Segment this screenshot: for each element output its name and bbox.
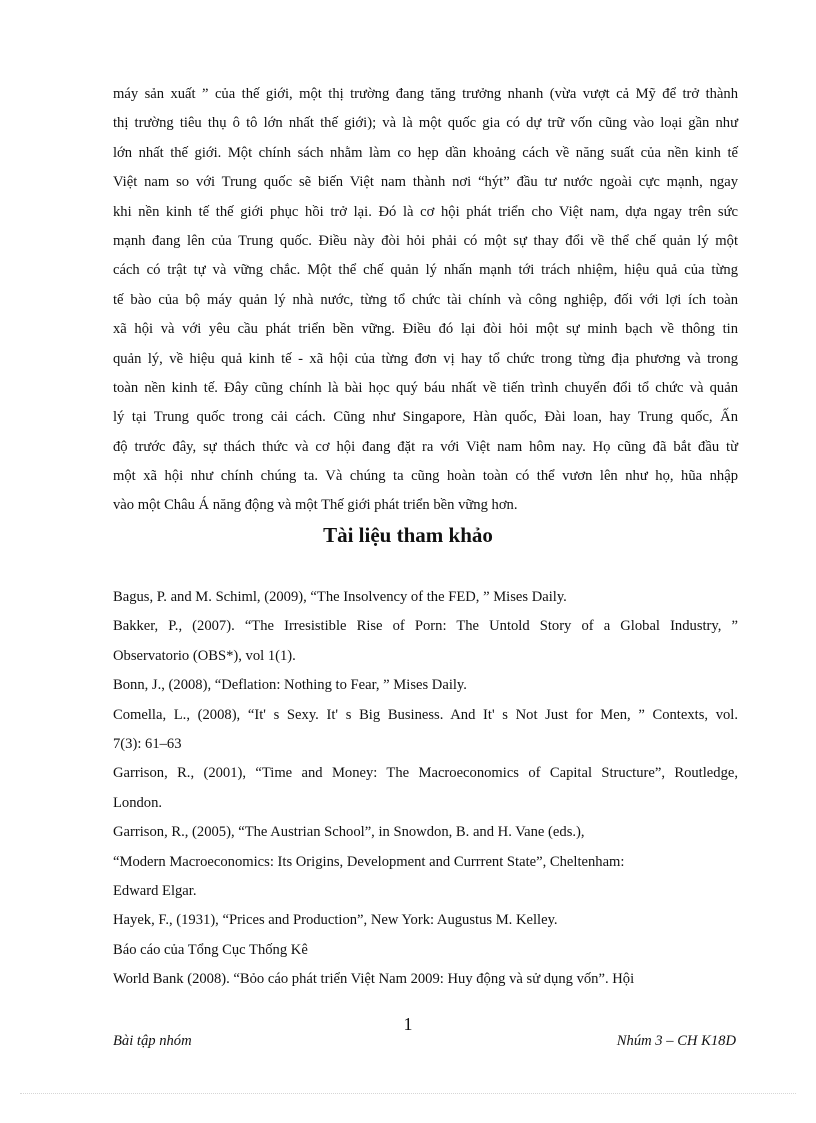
- reference-line: Comella, L., (2008), “It' s Sexy. It' s Big Business. And It' s Not Just for Men, ” Contexts, vol.: [113, 706, 738, 723]
- reference-line: 7(3): 61–63: [113, 735, 182, 752]
- reference-line: Garrison, R., (2005), “The Austrian School”, in Snowdon, B. and H. Vane (eds.),: [113, 824, 585, 841]
- body-line: toàn nền kinh tế. Đây cũng chính là bài học quý báu nhất về tiến trình chuyển đổi tổ chức và quản: [113, 379, 738, 396]
- body-line: vào một Châu Á năng động và một Thế giới phát triển bền vững hơn.: [113, 497, 518, 514]
- reference-line: Bagus, P. and M. Schiml, (2009), “The Insolvency of the FED, ” Mises Daily.: [113, 589, 567, 605]
- references-heading: Tài liệu tham khảo: [323, 523, 493, 547]
- reference-line: Bonn, J., (2008), “Deflation: Nothing to Fear, ” Mises Daily.: [113, 677, 467, 694]
- reference-line: “Modern Macroeconomics: Its Origins, Development and Currrent State”, Cheltenham:: [113, 853, 625, 870]
- body-line: Việt nam so với Trung quốc sẽ biến Việt nam thành nơi “hýt” đầu tư nước ngoài cực mạnh, ngay: [113, 174, 738, 191]
- body-line: khi nền kinh tế thế giới phục hồi trở lại. Đó là cơ hội phát triển cho Việt nam, dựa ngay trên sức: [113, 203, 738, 220]
- body-line: mạnh đang lên của Trung quốc. Điều này đòi hỏi phải có một sự thay đổi về thể chế quản lý một: [113, 232, 738, 249]
- body-line: quản lý, về hiệu quả kinh tế - xã hội của từng đơn vị hay tổ chức trong từng địa phương và trong: [113, 350, 738, 367]
- body-line: cách có trật tự và vững chắc. Một thể chế quản lý nhấn mạnh tới trách nhiệm, hiệu quả của từng: [113, 262, 738, 279]
- body-line: máy sản xuất ” của thế giới, một thị trường đang tăng trưởng nhanh (vừa vượt cả Mỹ để trở thành: [113, 86, 738, 102]
- body-paragraph: [113, 80, 738, 521]
- footer-right-text: Nhúm 3 – CH K18D: [616, 1033, 736, 1049]
- footer-left-text: Bài tập nhóm: [113, 1033, 192, 1049]
- reference-line: Observatorio (OBS*), vol 1(1).: [113, 647, 296, 664]
- page-bottom-divider: [20, 1093, 796, 1094]
- body-line: độ trước đây, sự thách thức và cơ hội đang đặt ra với Việt nam hôm nay. Họ cũng đã bắt đầu từ: [113, 438, 738, 455]
- body-line: lý tại Trung quốc trong cải cách. Cũng như Singapore, Hàn quốc, Đài loan, hay Trung quốc, Ấn: [113, 409, 738, 426]
- page-number: 1: [403, 1014, 413, 1034]
- body-line: một xã hội như chính chúng ta. Và chúng ta cũng hoàn toàn có thể vươn lên như họ, hũa nhập: [113, 468, 738, 485]
- body-line: tế bào của bộ máy quản lý nhà nước, từng tổ chức tài chính và công nghiệp, đối với lợi ích toàn: [113, 291, 738, 308]
- reference-line: Garrison, R., (2001), “Time and Money: The Macroeconomics of Capital Structure”, Routledge,: [113, 765, 738, 782]
- reference-line: Báo cáo của Tổng Cục Thống Kê: [113, 941, 308, 958]
- body-line: thị trường tiêu thụ ô tô lớn nhất thế giới); và là một quốc gia có dự trữ vốn cũng vào loại gần như: [113, 115, 738, 132]
- reference-line: London.: [113, 794, 163, 811]
- body-line: lớn nhất thế giới. Một chính sách nhằm làm co hẹp dần khoảng cách về năng suất của nền kinh tế: [113, 144, 738, 161]
- reference-line: Edward Elgar.: [113, 882, 197, 899]
- reference-list: [113, 583, 738, 994]
- reference-line: Hayek, F., (1931), “Prices and Production”, New York: Augustus M. Kelley.: [113, 912, 558, 929]
- body-line: xã hội và với yêu cầu phát triển bền vững. Điều đó lại đòi hỏi một sự minh bạch về thông tin: [113, 321, 738, 338]
- reference-line: World Bank (2008). “Bỏo cáo phát triển Việt Nam 2009: Huy động và sử dụng vốn”. Hội: [113, 971, 635, 988]
- reference-line: Bakker, P., (2007). “The Irresistible Rise of Porn: The Untold Story of a Global Industry, ”: [113, 618, 738, 635]
